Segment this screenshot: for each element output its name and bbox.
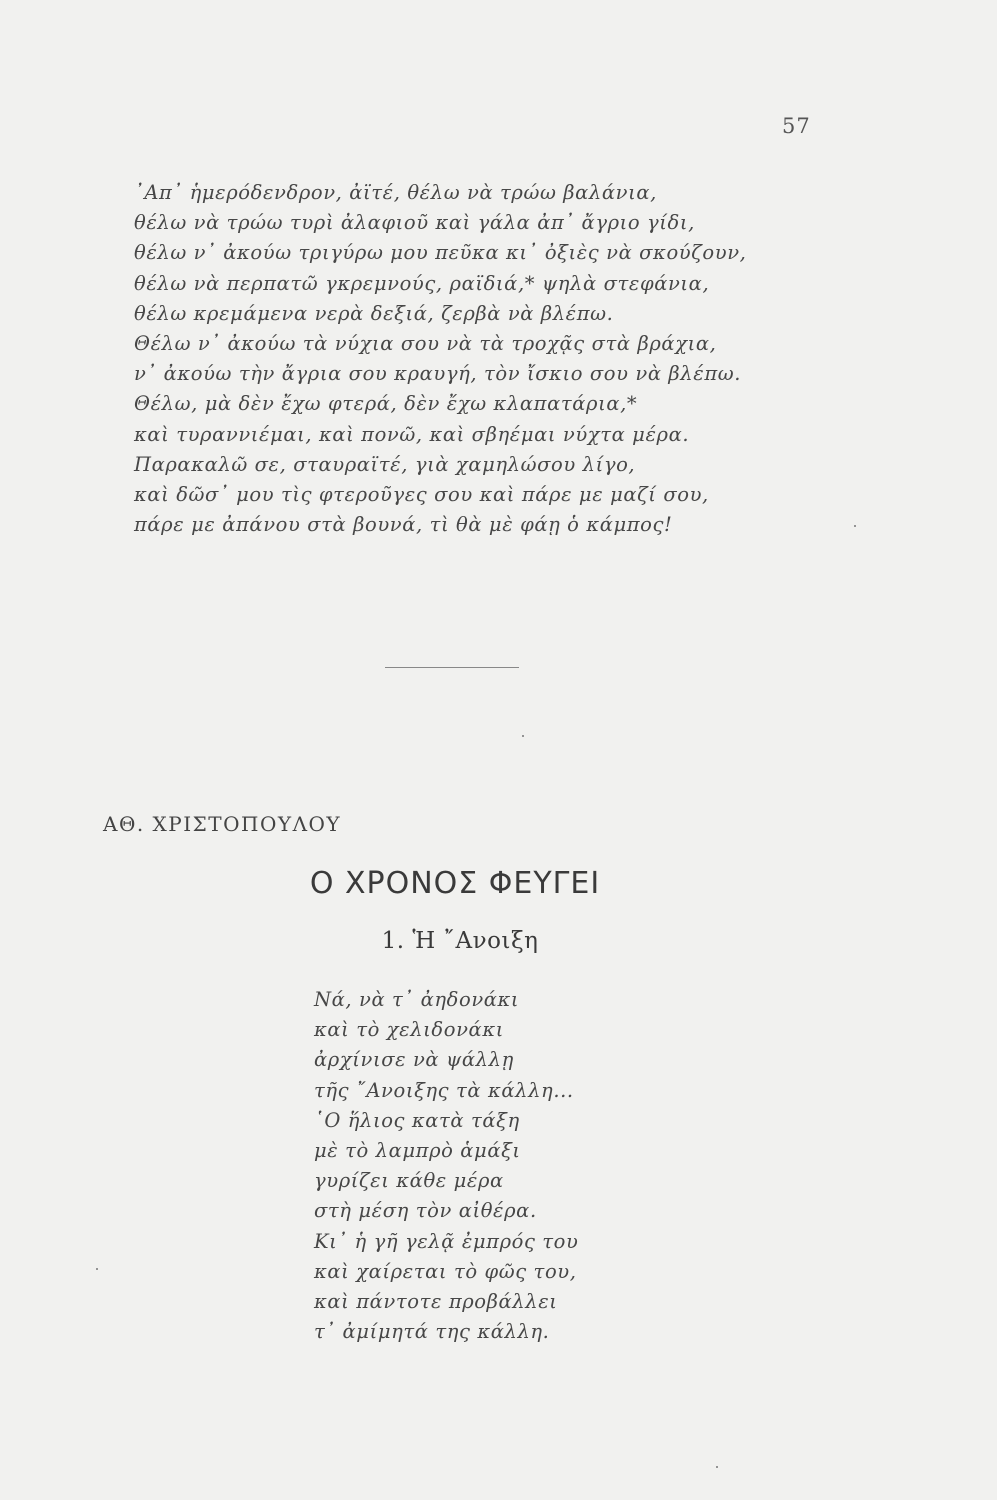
section-line: Νά, νὰ τ᾽ ἀηδονάκι <box>314 988 520 1011</box>
section-line: καὶ πάντοτε προβάλλει <box>314 1289 558 1313</box>
author-name: ΑΘ. ΧΡΙΣΤΟΠΟΥΛΟΥ <box>103 812 342 836</box>
poem-line: Θέλω ν᾽ ἀκούω τὰ νύχια σου νὰ τὰ τροχᾷς στὰ βράχια, <box>134 331 717 355</box>
poem-line: ν᾽ ἀκούω τὴν ἄγρια σου κραυγή, τὸν ἴσκιο σου νὰ βλέπω. <box>134 362 742 386</box>
poem-line: θέλω ν᾽ ἀκούω τριγύρω μου πεῦκα κι᾽ ὀξιὲς νὰ σκούζουν, <box>134 241 747 265</box>
paper-speck <box>96 1268 98 1270</box>
section-line: μὲ τὸ λαμπρὸ ἁμάξι <box>314 1138 521 1162</box>
section-line: Κι᾽ ἡ γῆ γελᾷ ἐμπρός του <box>314 1229 579 1253</box>
poem-line: Θέλω, μὰ δὲν ἔχω φτερά, δὲν ἔχω κλαπατάρια,* <box>134 392 638 416</box>
poem-line: θέλω νὰ τρώω τυρὶ ἀλαφιοῦ καὶ γάλα ἀπ᾽ ἄγριο γίδι, <box>134 211 695 235</box>
paper-speck <box>716 1466 718 1468</box>
section-line: στὴ μέση τὸν αἰθέρα. <box>314 1199 537 1223</box>
poem-line: θέλω κρεμάμενα νερὰ δεξιά, ζερβὰ νὰ βλέπω. <box>134 301 614 325</box>
paper-speck <box>854 525 856 527</box>
poem-stanza <box>134 178 834 540</box>
poem-section <box>314 985 578 1347</box>
poem-line: καὶ δῶσ᾽ μου τὶς φτεροῦγες σου καὶ πάρε με μαζί σου, <box>134 482 709 506</box>
section-line: ῾Ο ἥλιος κατὰ τάξη <box>314 1108 520 1132</box>
poem-line: πάρε με ἀπάνου στὰ βουνά, τὶ θὰ μὲ φάῃ ὁ κάμπος! <box>134 513 673 537</box>
section-line: τῆς ῎Ανοιξης τὰ κάλλη... <box>314 1078 574 1102</box>
section-line: τ᾽ ἀμίμητά της κάλλη. <box>314 1320 550 1344</box>
poem-line: θέλω νὰ περπατῶ γκρεμνούς, ραϊδιά,* ψηλὰ στεφάνια, <box>134 271 710 295</box>
paper-speck <box>522 735 524 737</box>
section-line: καὶ τὸ χελιδονάκι <box>314 1018 504 1042</box>
section-line: ἀρχίνισε νὰ ψάλλῃ <box>314 1048 514 1072</box>
poem-line: Παρακαλῶ σε, σταυραϊτέ, γιὰ χαμηλώσου λίγο, <box>134 452 636 476</box>
section-divider <box>385 667 519 668</box>
section-title: 1. Ἡ ῎Ανοιξη <box>381 928 539 954</box>
poem-title: Ο ΧΡΟΝΟΣ ΦΕΥΓΕΙ <box>309 866 601 901</box>
page-number: 57 <box>782 114 811 138</box>
poem-line: ᾽Απ᾽ ἡμερόδενδρον, ἀϊτέ, θέλω νὰ τρώω βαλάνια, <box>134 181 657 204</box>
section-line: καὶ χαίρεται τὸ φῶς του, <box>314 1259 577 1283</box>
section-line: γυρίζει κάθε μέρα <box>314 1169 504 1193</box>
poem-line: καὶ τυραννιέμαι, καὶ πονῶ, καὶ σβηέμαι νύχτα μέρα. <box>134 422 690 446</box>
